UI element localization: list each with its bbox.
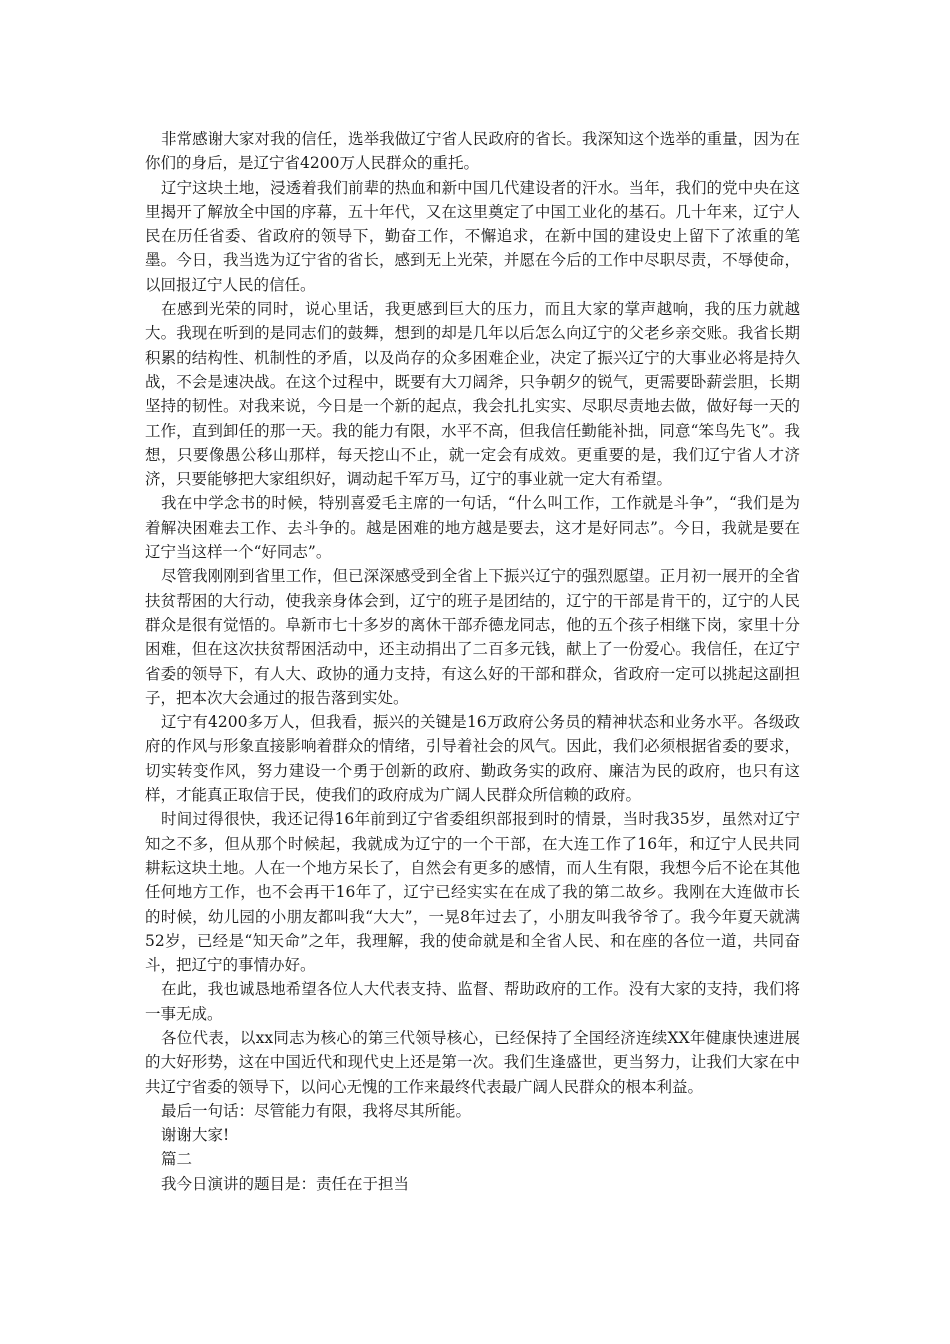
paragraph: 各位代表，以xx同志为核心的第三代领导核心，已经保持了全国经济连续XX年健康快速进展的大好形势，这在中国近代和现代史上还是第一次。我们生逢盛世，更当努力，让我们大家在中共辽宁省委的领导下，以问心无愧的工作来最终代表最广阔人民群众的根本利益。	[145, 1028, 800, 1096]
section-heading: 篇二	[161, 1150, 193, 1169]
paragraph: 在感到光荣的同时，说心里话，我更感到巨大的压力，而且大家的掌声越响，我的压力就越大。我现在听到的是同志们的鼓舞，想到的却是几年以后怎么向辽宁的父老乡亲交账。我省长期积累的结构性、机制性的矛盾，以及尚存的众多困难企业，决定了振兴辽宁的大事业必将是持久战，不会是速决战。在这个过程中，既要有大刀阔斧，只争朝夕的锐气，更需要卧薪尝胆，长期坚持的韧性。对我来说，今日是一个新的起点，我会扎扎实实、尽职尽责地去做，做好每一天的工作，直到卸任的那一天。我的能力有限，水平不高，但我信任勤能补拙，同意“笨鸟先飞”。我想，只要像愚公移山那样，每天挖山不止，就一定会有成效。更重要的是，我们辽宁省人才济济，只要能够把大家组织好，调动起千军万马，辽宁的事业就一定大有希望。	[145, 300, 800, 489]
paragraph: 我今日演讲的题目是：责任在于担当	[161, 1174, 410, 1193]
paragraph: 我在中学念书的时候，特别喜爱毛主席的一句话，“什么叫工作，工作就是斗争”，“我们是为着解决困难去工作、去斗争的。越是困难的地方越是要去，这才是好同志”。今日，我就是要在辽宁当这样一个“好同志”。	[145, 494, 800, 562]
paragraph: 非常感谢大家对我的信任，选举我做辽宁省人民政府的省长。我深知这个选举的重量，因为在你们的身后，是辽宁省4200万人民群众的重托。	[145, 130, 800, 173]
paragraph: 最后一句话：尽管能力有限，我将尽其所能。	[161, 1101, 472, 1120]
paragraph: 谢谢大家!	[161, 1126, 230, 1145]
paragraph: 尽管我刚刚到省里工作，但已深深感受到全省上下振兴辽宁的强烈愿望。正月初一展开的全省扶贫帮困的大行动，使我亲身体会到，辽宁的班子是团结的，辽宁的干部是肯干的，辽宁的人民群众是很有觉悟的。阜新市七十多岁的离休干部乔德龙同志，他的五个孩子相继下岗，家里十分困难，但在这次扶贫帮困活动中，还主动捐出了二百多元钱，献上了一份爱心。我信任，在辽宁省委的领导下，有人大、政协的通力支持，有这么好的干部和群众，省政府一定可以挑起这副担子，把本次大会通过的报告落到实处。	[145, 567, 800, 707]
paragraph: 辽宁这块土地，浸透着我们前辈的热血和新中国几代建设者的汗水。当年，我们的党中央在这里揭开了解放全中国的序幕，五十年代，又在这里奠定了中国工业化的基石。几十年来，辽宁人民在历任省委、省政府的领导下，勤奋工作，不懈追求，在新中国的建设史上留下了浓重的笔墨。今日，我当选为辽宁省的省长，感到无上光荣，并愿在今后的工作中尽职尽责，不辱使命，以回报辽宁人民的信任。	[145, 178, 800, 294]
paragraph: 辽宁有4200多万人，但我看，振兴的关键是16万政府公务员的精神状态和业务水平。各级政府的作风与形象直接影响着群众的情绪，引导着社会的风气。因此，我们必须根据省委的要求，切实转变作风，努力建设一个勇于创新的政府、勤政务实的政府、廉洁为民的政府，也只有这样，才能真正取信于民，使我们的政府成为广阔人民群众所信赖的政府。	[145, 713, 800, 805]
paragraph: 在此，我也诚恳地希望各位人大代表支持、监督、帮助政府的工作。没有大家的支持，我们将一事无成。	[145, 980, 800, 1023]
paragraph: 时间过得很快，我还记得16年前到辽宁省委组织部报到时的情景，当时我35岁，虽然对辽宁知之不多，但从那个时候起，我就成为辽宁的一个干部，在大连工作了16年，和辽宁人民共同耕耘这块土地。人在一个地方呆长了，自然会有更多的感情，而人生有限，我想今后不论在其他任何地方工作，也不会再干16年了，辽宁已经实实在在成了我的第二故乡。我刚在大连做市长的时候，幼儿园的小朋友都叫我“大大”，一晃8年过去了，小朋友叫我爷爷了。我今年夏天就满52岁，已经是“知天命”之年，我理解，我的使命就是和全省人民、和在座的各位一道，共同奋斗，把辽宁的事情办好。	[145, 810, 800, 975]
document-body	[145, 127, 800, 1196]
